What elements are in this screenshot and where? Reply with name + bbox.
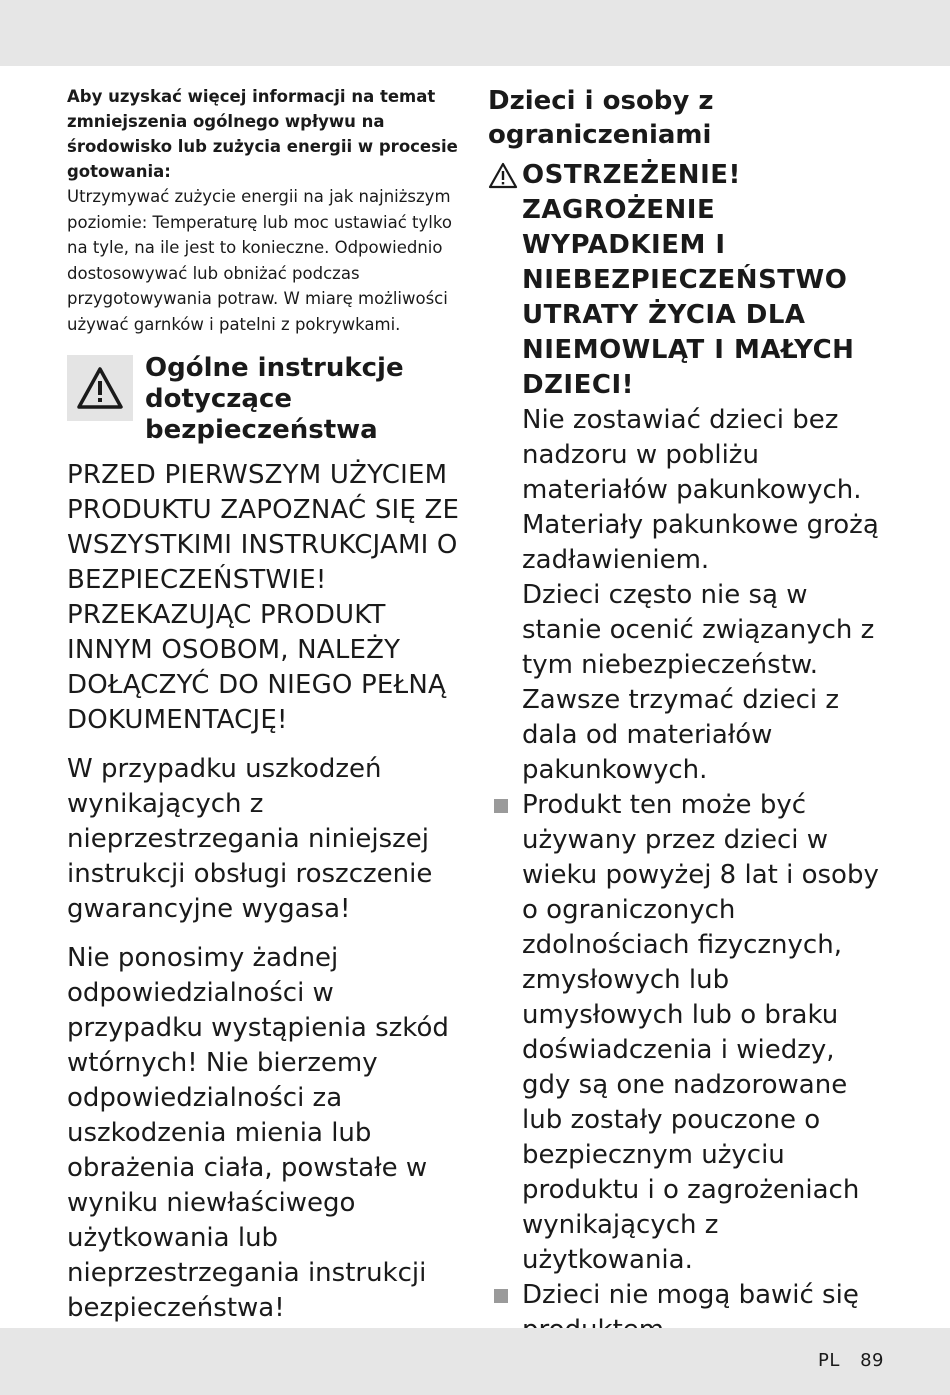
energy-info-heading: Aby uzyskać więcej informacji na temat zmniejszenia ogólnego wpływu na środowisko lub zużycia energii w procesie gotowania: — [67, 87, 458, 181]
caps-warning-text: PRZED PIERWSZYM UŻYCIEM PRODUKTU ZAPOZNAĆ SIĘ ZE WSZYSTKIMI INSTRUKCJAMI O BEZPIECZEŃSTWIE! PRZEKAZUJĄC PRODUKT INNYM OSOBOM, NALEŻY DOŁĄCZYĆ DO NIEGO PEŁNĄ DOKUMENTACJĘ! — [67, 460, 460, 735]
children-section-title: Dzieci i osoby z ograniczeniami — [488, 86, 714, 150]
page-footer — [818, 1350, 884, 1371]
warning-body — [522, 403, 888, 788]
page-number: 89 — [860, 1350, 884, 1371]
left-column — [67, 84, 467, 1326]
warning-line: Nie zostawiać dzieci bez nadzoru w pobliżu materiałów pakunkowych. — [522, 405, 862, 505]
language-code: PL — [817, 1350, 840, 1371]
warning-icon-box — [67, 355, 133, 421]
warning-heading: OSTRZEŻENIE! ZAGROŻENIE WYPADKIEM I NIEBEZPIECZEŃSTWO UTRATY ŻYCIA DLA NIEMOWLĄT I MAŁYCH DZIECI! — [522, 160, 855, 400]
bullet-text: Produkt ten może być używany przez dzieci w wieku powyżej 8 lat i osoby o ograniczonych zdolnościach fizycznych, zmysłowych lub umysłowych lub o braku doświadczenia i wiedzy, gdy są one nadzorowane lub zostały pouczone o bezpiecznym użyciu produktu i o zagrożeniach wynikających z użytkowania. — [522, 790, 879, 1275]
section-title: Ogólne instrukcje dotyczące bezpieczeństwa — [145, 353, 404, 445]
warning-triangle-icon — [488, 162, 518, 189]
energy-info-text: Utrzymywać zużycie energii na jak najniższym poziomie: Temperaturę lub moc ustawiać tylko na tyle, na ile jest to konieczne. Odpowiednio dostosowywać lub obniżać podczas przygotowywania potraw. W miarę możliwości używać garnków i patelni z pokrywkami. — [67, 187, 452, 334]
warning-line: Materiały pakunkowe grożą zadławieniem. — [522, 510, 879, 575]
warning-triangle-icon — [76, 366, 124, 410]
warning-line: Dzieci często nie są w stanie ocenić związanych z tym niebezpieczeństw. Zawsze trzymać dzieci z dala od materiałów pakunkowych. — [522, 580, 875, 785]
liability-paragraph: Nie ponosimy żadnej odpowiedzialności w przypadku wystąpienia szkód wtórnych! Nie bierzemy odpowiedzialności za uszkodzenia mienia lub obrażenia ciała, powstałe w wyniku niewłaściwego użytkowania lub nieprzestrzegania instrukcji bezpieczeństwa! — [67, 943, 449, 1323]
bullet-text: Dzieci nie mogą bawić się — [522, 1280, 859, 1310]
square-bullet-icon — [488, 788, 522, 813]
top-band — [0, 0, 950, 66]
bullet-item — [488, 788, 888, 1278]
safety-section-header — [67, 353, 467, 446]
square-bullet-icon — [488, 1278, 522, 1303]
bottom-band — [0, 1328, 950, 1395]
warranty-paragraph: W przypadku uszkodzeń wynikających z nieprzestrzegania niniejszej instrukcji obsługi roszczenie gwarancyjne wygasa! — [67, 754, 433, 924]
warning-heading-row — [488, 158, 888, 403]
right-column — [488, 84, 888, 1348]
